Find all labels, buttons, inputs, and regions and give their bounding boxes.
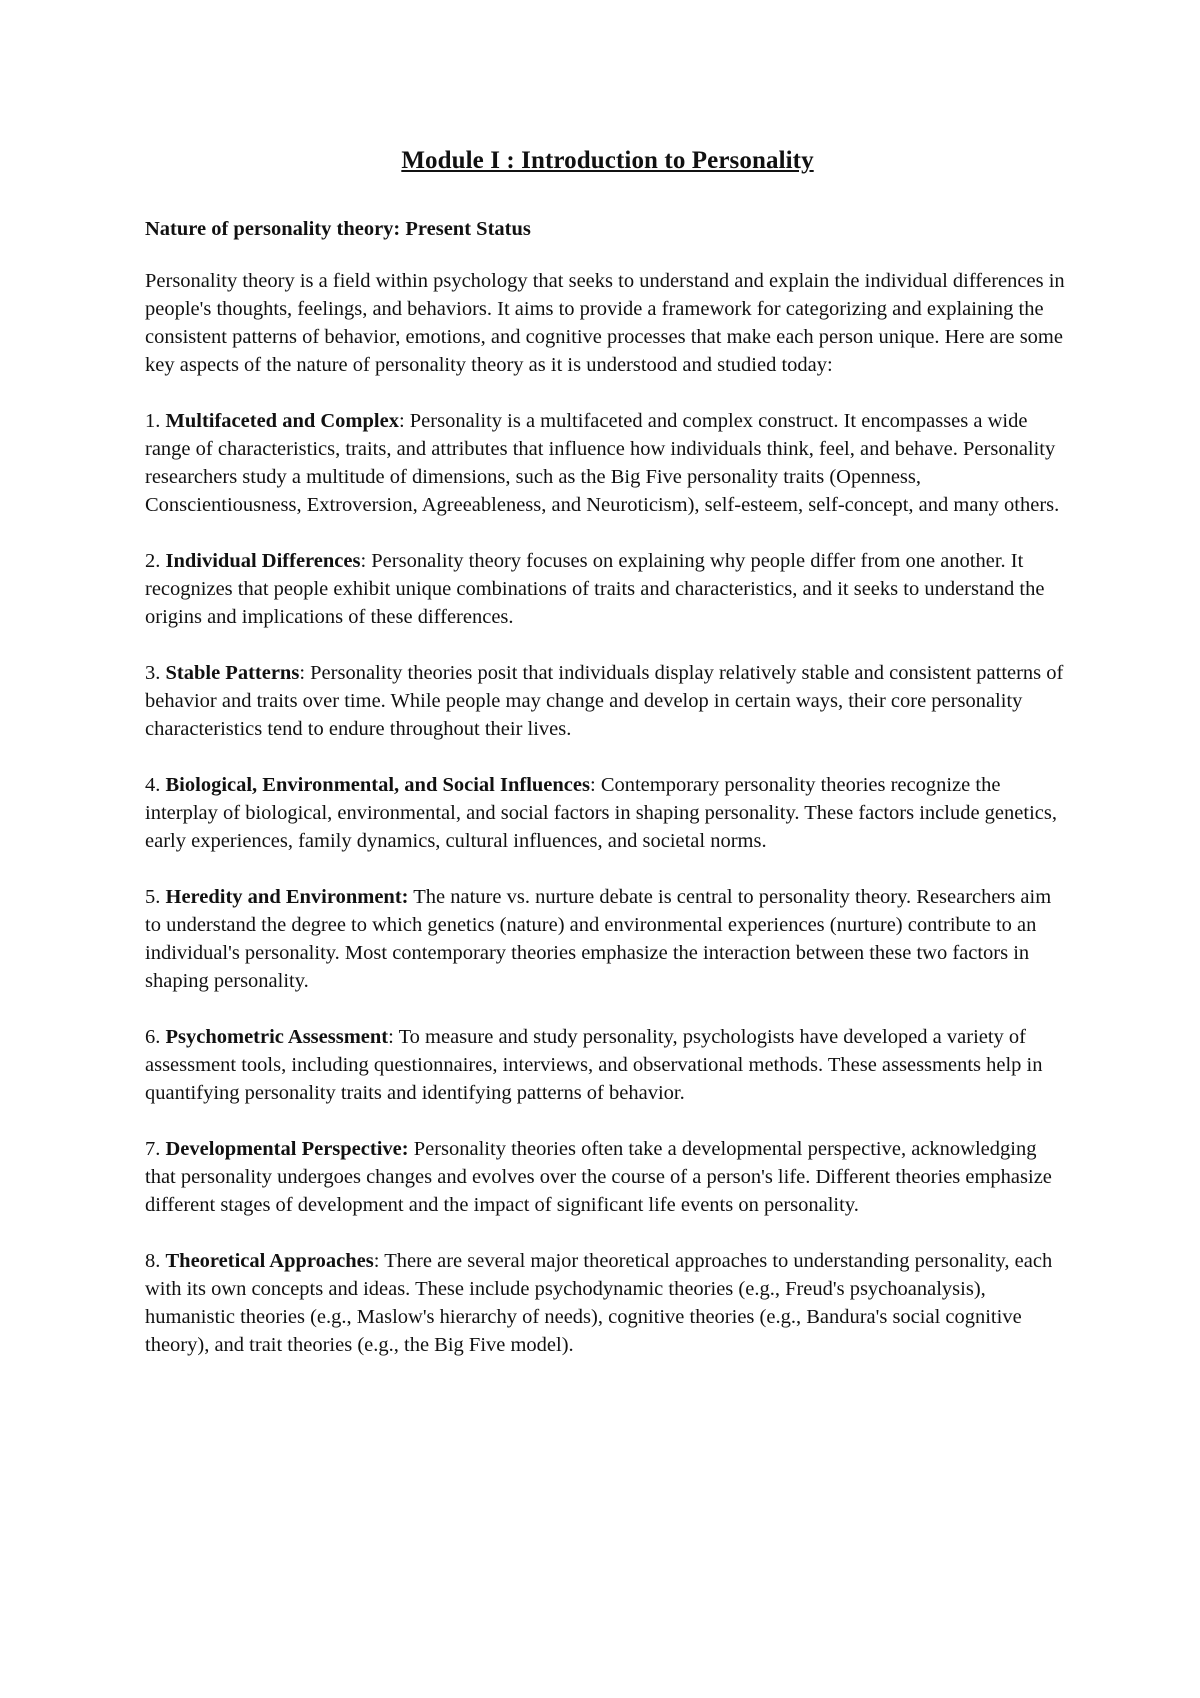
item-number: 7. [145,1138,166,1160]
item-title: Biological, Environmental, and Social Influences [165,774,590,796]
list-item-8 [145,1247,1070,1359]
item-separator: : [398,410,410,432]
item-title: Individual Differences [165,550,361,572]
item-separator: : [589,774,601,796]
item-text: There are several major theoretical approaches to understanding personality, each with its own concepts and ideas. These include psychodynamic theories (e.g., Freud's psychoanalysis), humanistic theories (e.g., Maslow's hierarchy of needs), cognitive theories (e.g., Bandura's social cognitive theory), and trait theories (e.g., the Big Five model). [145,1250,1053,1356]
item-number: 3. [145,662,166,684]
item-separator: : [373,1250,385,1272]
item-text: Personality is a multifaceted and complex construct. It encompasses a wide range of characteristics, traits, and attributes that influence how individuals think, feel, and behave. Personality researchers study a multitude of dimensions, such as the Big Five personality traits (Openness, Conscientiousness, Extroversion, Agreeableness, and Neuroticism), self-esteem, self-concept, and many others. [145,410,1060,516]
item-text: Personality theories posit that individuals display relatively stable and consistent patterns of behavior and traits over time. While people may change and develop in certain ways, their core personality characteristics tend to endure throughout their lives. [145,662,1064,740]
item-title: Heredity and Environment: [165,886,409,908]
list-item-3 [145,659,1070,743]
item-text: Personality theory focuses on explaining why people differ from one another. It recognizes that people exhibit unique combinations of traits and characteristics, and it seeks to understand the origins and implications of these differences. [145,550,1045,628]
item-text: Contemporary personality theories recognize the interplay of biological, environmental, and social factors in shaping personality. These factors include genetics, early experiences, family dynamics, cultural influences, and societal norms. [145,774,1057,852]
item-number: 8. [145,1250,166,1272]
document-title: Module I : Introduction to Personality [401,147,814,174]
item-title: Multifaceted and Complex [165,410,399,432]
section-heading: Nature of personality theory: Present Status [145,218,531,240]
list-item-7 [145,1135,1070,1219]
item-number: 2. [145,550,166,572]
list-item-1 [145,407,1070,519]
item-text: Personality theories often take a developmental perspective, acknowledging that personality undergoes changes and evolves over the course of a person's life. Different theories emphasize different stages of development and the impact of significant life events on personality. [145,1138,1052,1216]
item-number: 4. [145,774,166,796]
item-separator: : [388,1026,399,1048]
item-title: Psychometric Assessment [165,1026,389,1048]
item-number: 5. [145,886,166,908]
item-title: Theoretical Approaches [165,1250,374,1272]
list-item-6 [145,1023,1070,1107]
list-item-2 [145,547,1070,631]
item-title: Stable Patterns [165,662,300,684]
document-content [145,146,1070,1387]
item-text: The nature vs. nurture debate is central to personality theory. Researchers aim to understand the degree to which genetics (nature) and environmental experiences (nurture) contribute to an individual's personality. Most contemporary theories emphasize the interaction between these two factors in shaping personality. [145,886,1052,992]
item-title: Developmental Perspective: [165,1138,409,1160]
item-number: 1. [145,410,166,432]
item-text: To measure and study personality, psychologists have developed a variety of assessment tools, including questionnaires, interviews, and observational methods. These assessments help in quantifying personality traits and identifying patterns of behavior. [145,1026,1043,1104]
item-separator: : [299,662,311,684]
list-item-4 [145,771,1070,855]
list-item-5 [145,883,1070,995]
item-separator: : [360,550,372,572]
item-number: 6. [145,1026,166,1048]
intro-paragraph: Personality theory is a field within psychology that seeks to understand and explain the individual differences in people's thoughts, feelings, and behaviors. It aims to provide a framework for categorizing and explaining the consistent patterns of behavior, emotions, and cognitive processes that make each person unique. Here are some key aspects of the nature of personality theory as it is understood and studied today: [145,270,1065,376]
